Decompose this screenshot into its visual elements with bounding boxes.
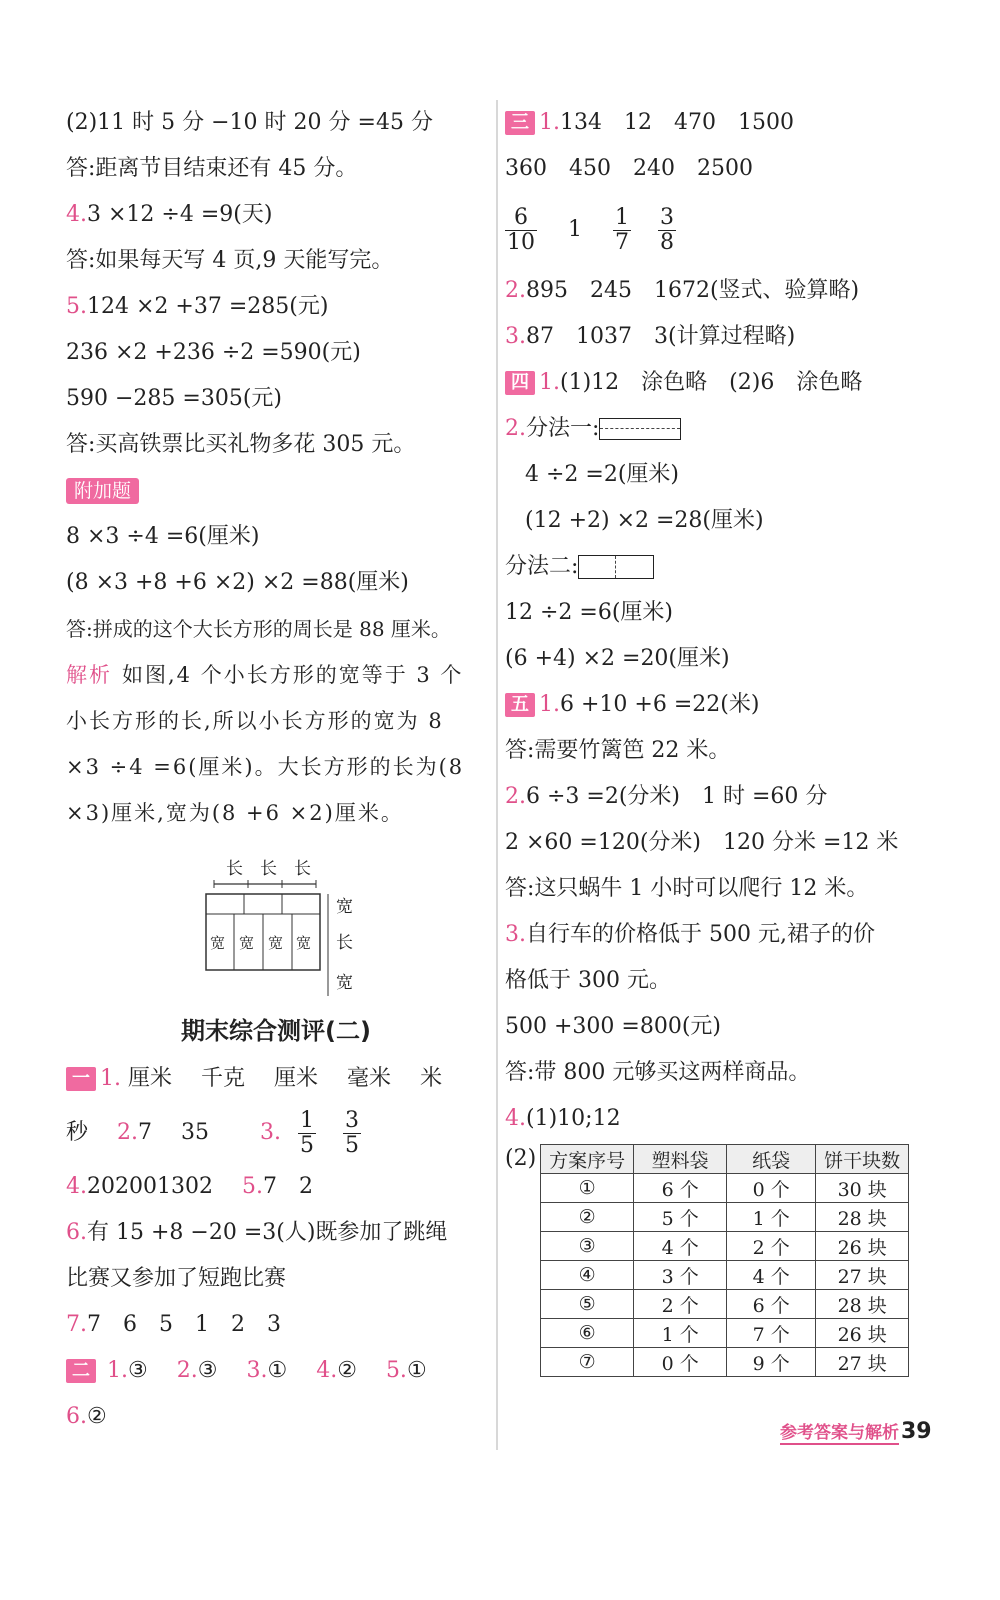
table-header: 方案序号: [541, 1145, 634, 1174]
answer-item: 7: [138, 1120, 153, 1145]
table-prefix: (2): [505, 1146, 537, 1171]
whole-number: 1: [568, 217, 582, 242]
answer-line: [505, 360, 945, 406]
answer-line: [66, 192, 486, 238]
answer-text: 6 ÷3 =2(分米) 1 时 =60 分: [526, 784, 828, 809]
plan-table-block: [505, 1144, 945, 1377]
answer-item: 千克: [201, 1066, 246, 1091]
table-cell: 9 个: [727, 1348, 816, 1377]
fraction: $\frac{1}{5}$: [300, 1107, 315, 1158]
diagram-side-label: 长: [336, 933, 353, 953]
table-cell: 26 块: [816, 1232, 909, 1261]
analysis-label: 解析: [66, 663, 112, 687]
answer-line: [505, 268, 945, 314]
question-number: 1.: [539, 110, 560, 135]
question-number: 3.: [505, 922, 526, 947]
answer-line: 2 ×60 =120(分米) 120 分米 =12 米: [505, 830, 899, 855]
section-tag: 三: [505, 111, 535, 135]
answer-line: [66, 1394, 486, 1440]
answer-line: [66, 1302, 486, 1348]
table-row: [541, 1232, 909, 1261]
table-cell: 28 块: [816, 1203, 909, 1232]
answer-item: ③: [128, 1358, 148, 1383]
answer-line: [505, 406, 945, 452]
answer-line: [505, 544, 945, 590]
table-row: [541, 1319, 909, 1348]
table-row: [541, 1261, 909, 1290]
question-number: 4.: [316, 1358, 338, 1383]
fraction: $\frac{6}{10}$: [507, 204, 535, 255]
table-cell: 6 个: [634, 1174, 727, 1203]
answer-item: ②: [337, 1358, 357, 1383]
question-number: 1.: [100, 1066, 121, 1091]
answer-line: [66, 1210, 486, 1256]
fraction-line: [505, 192, 945, 268]
diagram-side-label: 宽: [336, 973, 353, 993]
table-cell: 30 块: [816, 1174, 909, 1203]
right-column: [505, 100, 945, 1377]
diagram-top-label: 长: [260, 859, 277, 879]
answer-line: 590 −285 =305(元): [66, 386, 282, 411]
answer-item: 厘米: [128, 1066, 173, 1091]
section-title: 期末综合测评(二): [181, 1017, 371, 1045]
answer-text: (1)10;12: [526, 1106, 621, 1131]
table-header: 饼干块数: [816, 1145, 909, 1174]
rectangle-diagram-figure: [66, 836, 486, 1006]
fraction: $\frac{1}{7}$: [615, 204, 629, 255]
answer-item: 秒: [66, 1120, 89, 1145]
answer-line: 236 ×2 +236 ÷2 =590(元): [66, 340, 361, 365]
question-number: 6.: [66, 1220, 87, 1245]
split-method-two-figure: [578, 555, 654, 579]
section-tag: 五: [505, 693, 535, 717]
diagram-cell-label: 宽: [268, 934, 284, 952]
table-cell: 27 块: [816, 1348, 909, 1377]
section-tag: 四: [505, 371, 535, 395]
column-divider: [496, 100, 498, 1450]
answer-line: 答:拼成的这个大长方形的周长是 88 厘米。: [66, 617, 451, 641]
footer-title: 参考答案与解析: [780, 1423, 899, 1443]
table-cell: 1 个: [727, 1203, 816, 1232]
fraction: $\frac{3}{8}$: [660, 204, 674, 255]
question-number: 4.: [66, 202, 87, 227]
section-tag: 二: [66, 1359, 96, 1383]
answer-line: 答:买高铁票比买礼物多花 305 元。: [66, 432, 416, 457]
diagram-top-label: 长: [294, 859, 311, 879]
answer-item: 202001302: [87, 1174, 213, 1199]
table-row: [541, 1174, 909, 1203]
table-cell: 4 个: [634, 1232, 727, 1261]
answer-text: 自行车的价格低于 500 元,裙子的价: [526, 922, 875, 947]
question-number: 3.: [260, 1120, 282, 1145]
table-cell: 7 个: [727, 1319, 816, 1348]
table-header: 塑料袋: [634, 1145, 727, 1174]
question-number: 2.: [176, 1358, 198, 1383]
answer-line: [66, 1348, 486, 1394]
answer-line: 答:如果每天写 4 页,9 天能写完。: [66, 248, 394, 273]
table-cell: ⑦: [541, 1348, 634, 1377]
answer-line: 答:距离节目结束还有 45 分。: [66, 156, 358, 181]
diagram-side-label: 宽: [336, 897, 353, 917]
question-number: 1.: [539, 692, 560, 717]
page-footer: [780, 1418, 932, 1444]
answer-text: 895 245 1672(竖式、验算略): [526, 278, 860, 303]
answer-line: (6 +4) ×2 =20(厘米): [505, 646, 730, 671]
answer-line: [505, 100, 945, 146]
table-cell: 0 个: [727, 1174, 816, 1203]
answer-item: 35: [181, 1120, 210, 1145]
table-cell: 4 个: [727, 1261, 816, 1290]
question-number: 5.: [385, 1358, 407, 1383]
question-number: 4.: [505, 1106, 526, 1131]
table-row: [541, 1203, 909, 1232]
plan-table-body: [541, 1174, 909, 1377]
page-number: 39: [901, 1419, 932, 1444]
question-number: 1.: [107, 1358, 128, 1383]
rectangle-diagram: [66, 836, 486, 1006]
table-cell: ④: [541, 1261, 634, 1290]
answer-item: 7 2: [262, 1174, 313, 1199]
answer-item: 厘米: [274, 1066, 319, 1091]
answer-item: ③: [197, 1358, 218, 1383]
answer-line: [505, 314, 945, 360]
question-number: 1.: [539, 370, 560, 395]
answer-text: 7 6 5 1 2 3: [87, 1312, 281, 1337]
table-cell: 2 个: [727, 1232, 816, 1261]
table-cell: ①: [541, 1174, 634, 1203]
table-row: [541, 1348, 909, 1377]
diagram-top-label: 长: [226, 859, 243, 879]
answer-line: 500 +300 =800(元): [505, 1014, 721, 1039]
question-number: 2.: [117, 1120, 139, 1145]
answer-text: 134 12 470 1500: [560, 110, 794, 135]
answer-line: [505, 774, 945, 820]
table-cell: ⑤: [541, 1290, 634, 1319]
answer-item: 米: [420, 1066, 443, 1091]
left-column: [66, 100, 486, 1440]
answer-text: 87 1037 3(计算过程略): [526, 324, 796, 349]
question-number: 2.: [505, 784, 526, 809]
table-header: 纸袋: [727, 1145, 816, 1174]
analysis-paragraph: [66, 652, 486, 836]
answer-line: (12 +2) ×2 =28(厘米): [525, 508, 764, 533]
diagram-cell-label: 宽: [210, 934, 226, 952]
section-tag: 一: [66, 1067, 96, 1091]
answer-line: [505, 912, 945, 958]
answer-text: 分法二:: [505, 554, 579, 579]
question-number: 4.: [66, 1174, 87, 1199]
table-cell: ②: [541, 1203, 634, 1232]
answer-line: (8 ×3 +8 +6 ×2) ×2 =88(厘米): [66, 570, 409, 595]
extra-question-badge: 附加题: [66, 478, 139, 504]
question-number: 5.: [66, 294, 87, 319]
split-method-one-figure: [599, 418, 681, 440]
table-cell: ③: [541, 1232, 634, 1261]
table-cell: 3 个: [634, 1261, 727, 1290]
answer-line: [66, 1164, 486, 1210]
question-number: 7.: [66, 1312, 87, 1337]
table-cell: 1 个: [634, 1319, 727, 1348]
answer-line: [66, 1102, 486, 1164]
question-number: 3.: [505, 324, 526, 349]
answer-line: 答:这只蜗牛 1 小时可以爬行 12 米。: [505, 876, 869, 901]
answer-line: [505, 682, 945, 728]
table-cell: ⑥: [541, 1319, 634, 1348]
table-cell: 5 个: [634, 1203, 727, 1232]
answer-text: 分法一:: [526, 416, 600, 441]
answer-text: 6 +10 +6 =22(米): [560, 692, 760, 717]
diagram-cell-label: 宽: [296, 934, 312, 952]
answer-line: 比赛又参加了短跑比赛: [66, 1266, 287, 1291]
table-cell: 26 块: [816, 1319, 909, 1348]
answer-line: 答:需要竹篱笆 22 米。: [505, 738, 731, 763]
table-row: [541, 1290, 909, 1319]
fraction: $\frac{3}{5}$: [345, 1107, 360, 1158]
question-number: 5.: [241, 1174, 263, 1199]
answer-text: ②: [87, 1404, 107, 1429]
answer-item: ①: [406, 1358, 427, 1383]
answer-line: [66, 1056, 486, 1102]
question-number: 3.: [246, 1358, 268, 1383]
answer-text: 3 ×12 ÷4 =9(天): [87, 202, 273, 227]
answer-line: 8 ×3 ÷4 =6(厘米): [66, 524, 260, 549]
answer-line: 格低于 300 元。: [505, 968, 671, 993]
answer-line: 答:带 800 元够买这两样商品。: [505, 1060, 811, 1085]
question-number: 6.: [66, 1404, 87, 1429]
answer-line: 4 ÷2 =2(厘米): [525, 462, 680, 487]
table-cell: 27 块: [816, 1261, 909, 1290]
answer-text: 有 15 +8 −20 =3(人)既参加了跳绳: [87, 1220, 448, 1245]
question-number: 2.: [505, 416, 526, 441]
answer-line: [505, 1096, 945, 1142]
table-cell: 0 个: [634, 1348, 727, 1377]
diagram-cell-label: 宽: [239, 934, 255, 952]
question-number: 2.: [505, 278, 526, 303]
answer-item: ①: [267, 1358, 288, 1383]
table-cell: 6 个: [727, 1290, 816, 1319]
answer-text: 124 ×2 +37 =285(元): [87, 294, 329, 319]
table-cell: 2 个: [634, 1290, 727, 1319]
table-cell: 28 块: [816, 1290, 909, 1319]
answer-line: 12 ÷2 =6(厘米): [505, 600, 674, 625]
answer-text: (1)12 涂色略 (2)6 涂色略: [560, 370, 863, 395]
analysis-text: 如图,4 个小长方形的宽等于 3 个小长方形的长,所以小长方形的宽为 8 ×3 ÷4 =6(厘米)。大长方形的长为(8 ×3)厘米,宽为(8 +6 ×2)厘米。: [66, 663, 465, 825]
extra-question-heading: [66, 468, 486, 514]
plan-table: [540, 1144, 909, 1377]
answer-line: (2)11 时 5 分 −10 时 20 分 =45 分: [66, 110, 433, 135]
answer-item: 毫米: [347, 1066, 392, 1091]
answer-line: 360 450 240 2500: [505, 156, 753, 181]
answer-line: [66, 284, 486, 330]
